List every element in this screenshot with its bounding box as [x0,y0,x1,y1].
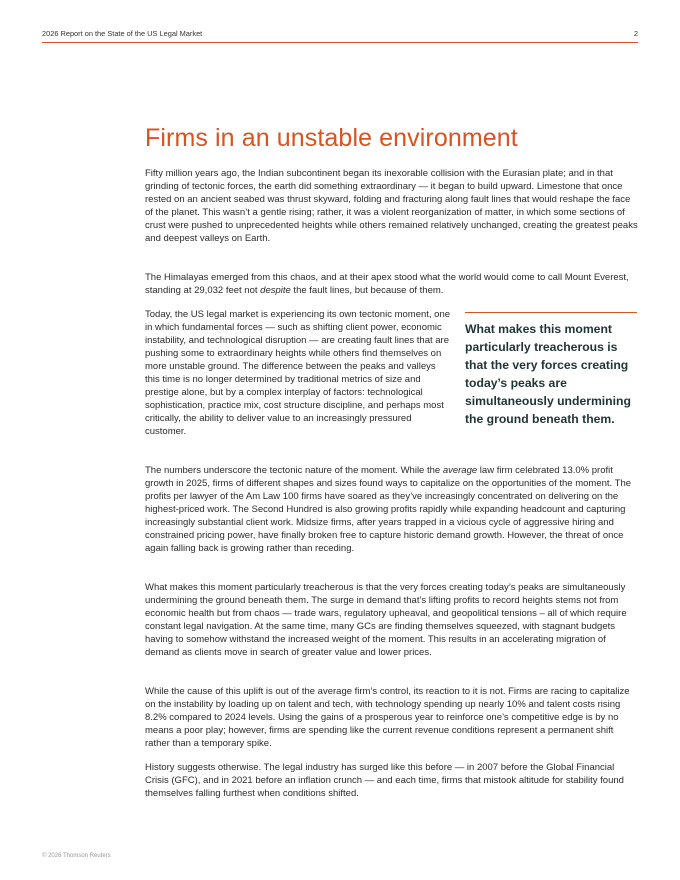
paragraph-3: Today, the US legal market is experiencing its own tectonic moment, one in which fundamental forces — such as shifting client power, economic instability, and technological disruption — are creating fault lines that are pushing some to extraordinary heights while others find themselves on more unstable ground. The difference between the peaks and valleys this time is no longer determined by traditional metrics of size and prestige alone, but by a complex interplay of factors: technological sophistication, practice mix, cost structure discipline, and perhaps most critically, the ability to deliver value to an increasingly pressured customer. [145,309,451,437]
paragraph-2 [145,271,639,297]
pull-quote-text: What makes this moment particularly treacherous is that the very forces creating today’s peaks are simultaneously undermining the ground beneath them. [465,322,631,426]
paragraph-2-text-b: the fault lines, but because of them. [290,285,444,296]
paragraph-2-emphasis: despite [260,285,291,296]
paragraph-4-text-a: The numbers underscore the tectonic nature of the moment. While the [145,465,443,476]
paragraph-4-emphasis: average [442,465,478,476]
paragraph-1: Fifty million years ago, the Indian subcontinent began its inexorable collision with the Eurasian plate; and in that grinding of tectonic forces, the earth did something extraordinary — it began to build upward. Limestone that once rested on an ancient seabed was thrust skyward, folding and fracturing along fault lines that would reshape the face of the planet. This wasn’t a gentle rising; rather, it was a violent reorganization of matter, in which some sections of crust were pushed to unprecedented heights while others remained relatively unchanged, creating the greatest peaks and deepest valleys on Earth. [145,168,638,244]
section-title: Firms in an unstable environment [145,124,518,152]
page-header [42,24,638,43]
footer-copyright: © 2026 Thomson Reuters [42,853,111,859]
pull-quote [465,312,637,428]
page-number: 2 [633,29,638,38]
paragraph-6: While the cause of this uplift is out of the average firm’s control, its reaction to it is not. Firms are racing to capitalize on the instability by loading up on talent and tech, with technology spending up nearly 10% and talent costs rising 8.2% compared to 2024 levels. Using the gains of a prosperous year to reinforce one’s competitive edge is by no means a poor play; however, firms are spending like the current revenue conditions represent a permanent shift rather than a temporary spike. [145,686,630,749]
document-title: 2026 Report on the State of the US Legal Market [42,29,203,38]
paragraph-4 [145,464,639,555]
paragraph-7: History suggests otherwise. The legal industry has surged like this before — in 2007 before the Global Financial Crisis (GFC), and in 2021 before an inflation crunch — and each time, firms that mistook altitude for stability found themselves falling furthest when conditions shifted. [145,762,624,799]
paragraph-2-text-a: The Himalayas emerged from this chaos, and at their apex stood what the world would come to call Mount Everest, standing at 29,032 feet not [145,272,629,296]
paragraph-4-text-b: law firm celebrated 13.0% profit growth in 2025, firms of different shapes and sizes found ways to capitalize on the opportunities of the moment. The profits per lawyer of the Am Law 100 firms have soared as they’ve increasingly concentrated on delivering on the highest-priced work. The Second Hundred is also growing profits rapidly while expanding headcount and capturing increasingly substantial client work. Midsize firms, after years trapped in a vicious cycle of aggressive hiring and constrained pricing power, have finally broken free to capture historic demand growth. However, the threat of once again falling back is growing rather than receding. [145,465,632,554]
paragraph-5: What makes this moment particularly treacherous is that the very forces creating today’s peaks are simultaneously undermining the ground beneath them. The surge in demand that’s lifting profits to record heights stems not from economic health but from chaos — trade wars, regulatory upheaval, and geopolitical tensions – all of which require constant legal navigation. At the same time, many GCs are finding themselves squeezed, with stagnant budgets having to somehow withstand the increased weight of the moment. This results in an accelerating migration of demand as clients move in search of greater value and lower prices. [145,582,627,658]
